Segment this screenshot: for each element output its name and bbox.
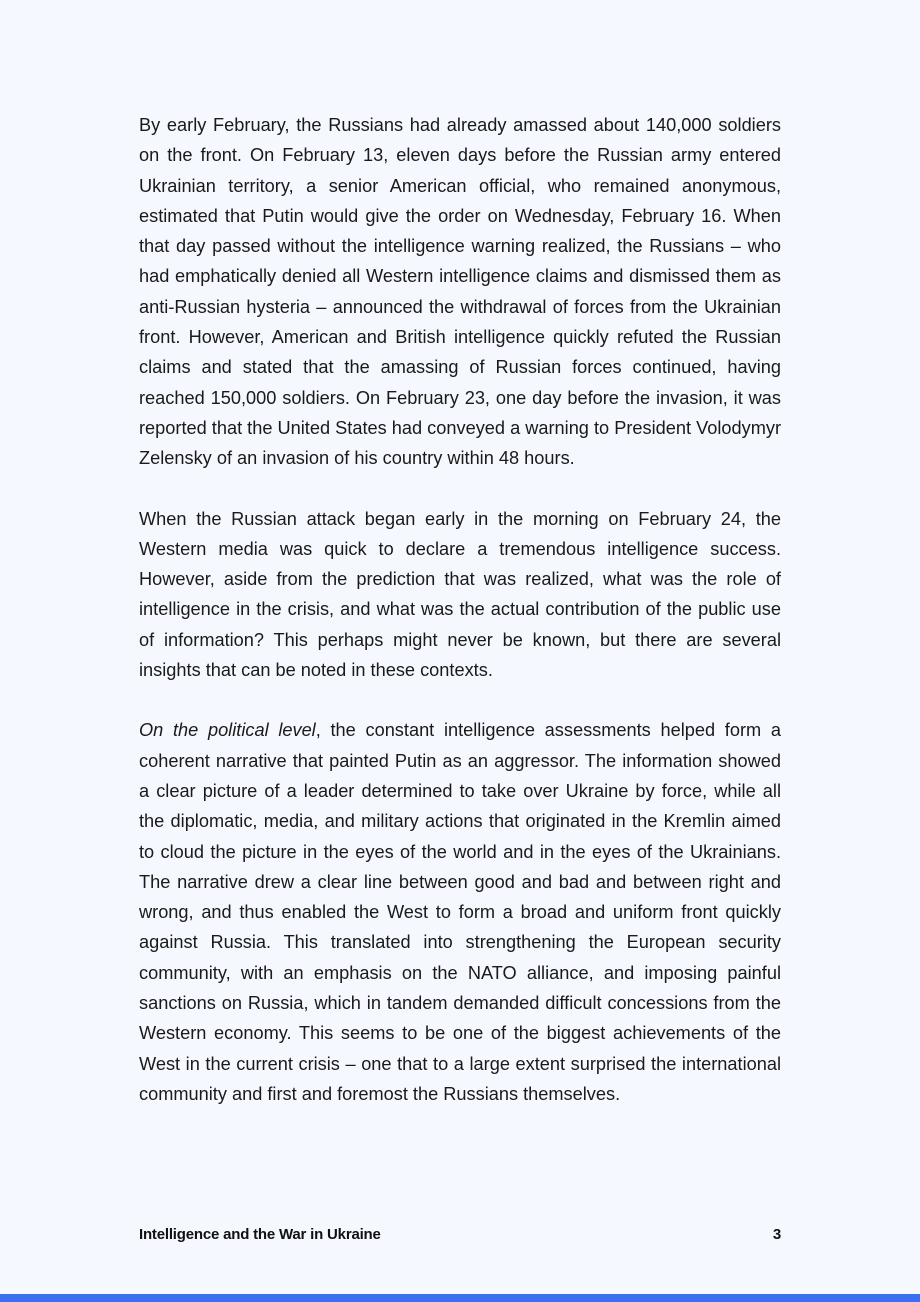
paragraph-2-text: When the Russian attack began early in the morning on February 24, the Western media was quick to declare a tremendous intelligence success. However, aside from the prediction that was realized, what was the role of intelligence in the crisis, and what was the actual contribution of the public use of information? This perhaps might never be known, but there are several insights that can be noted in these contexts. [139,508,781,681]
page-number: 3 [772,1225,781,1243]
paragraph-1-text: By early February, the Russians had already amassed about 140,000 soldiers on the front. On February 13, eleven days before the Russian army entered Ukrainian territory, a senior American official, who remained anonymous, estimated that Putin would give the order on Wednesday, February 16. When that day passed without the intelligence warning realized, the Russians – who had emphatically denied all Western intelligence claims and dismissed them as anti-Russian hysteria – announced the withdrawal of forces from the Ukrainian front. However, American and British intelligence quickly refuted the Russian claims and stated that the amassing of Russian forces continued, having reached 150,000 soldiers. On February 23, one day before the invasion, it was reported that the United States had conveyed a warning to President Volodymyr Zelensky of an invasion of his country within 48 hours. [139,115,781,469]
page-footer [139,1223,781,1245]
paragraph-1 [139,110,781,474]
paragraph-3-lead-italic: On the political level [139,720,316,741]
paragraph-3 [139,715,781,1109]
footer-title: Intelligence and the War in Ukraine [139,1225,381,1243]
document-body [139,110,781,1139]
paragraph-2 [139,504,781,686]
paragraph-3-text: , the constant intelligence assessments helped form a coherent narrative that painted Putin as an aggressor. The information showed a clear picture of a leader determined to take over Ukraine by force, while all the diplomatic, media, and military actions that originated in the Kremlin aimed to cloud the picture in the eyes of the world and in the eyes of the Ukrainians. The narrative drew a clear line between good and bad and between right and wrong, and thus enabled the West to form a broad and uniform front quickly against Russia. This translated into strengthening the European security community, with an emphasis on the NATO alliance, and imposing painful sanctions on Russia, which in tandem demanded difficult concessions from the Western economy. This seems to be one of the biggest achievements of the West in the current crisis – one that to a large extent surprised the international community and first and foremost the Russians themselves. [139,720,782,1104]
bottom-accent-bar [0,1294,920,1302]
